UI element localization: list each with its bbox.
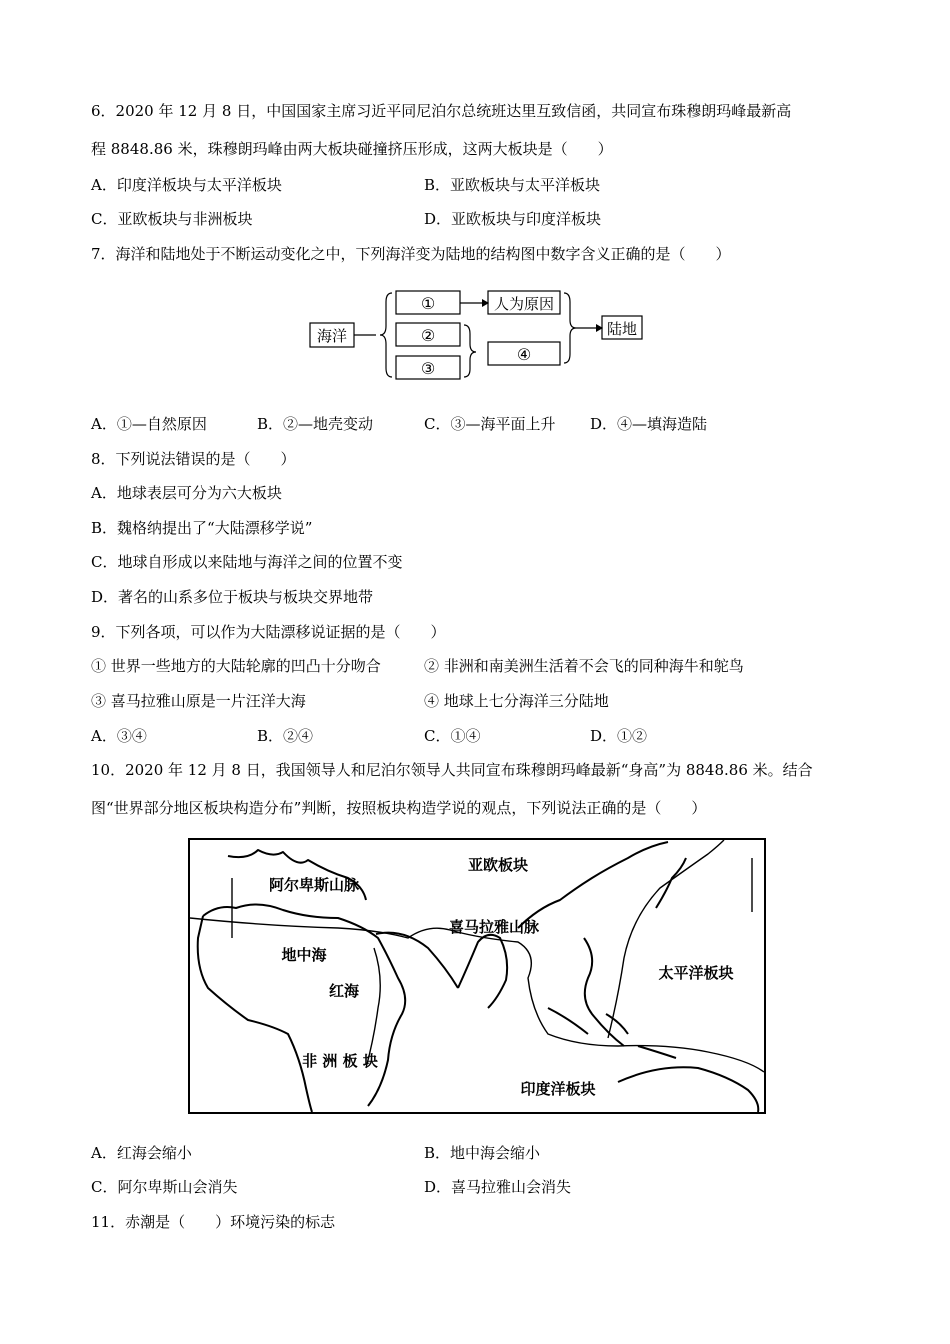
q10-stem-line1: 10．2020 年 12 月 8 日，我国领导人和尼泊尔领导人共同宣布珠穆朗玛峰最新“身高”为 8848.86 米。结合 (91, 761, 813, 779)
q9-option-a: A．③④ (91, 727, 147, 745)
q10-option-c: C．阿尔卑斯山会消失 (91, 1178, 238, 1196)
q6-stem-line2: 程 8848.86 米，珠穆朗玛峰由两大板块碰撞挤压形成，这两大板块是（ ） (91, 140, 613, 158)
diagram-label-2: ② (420, 326, 436, 345)
q9-item-1: ① 世界一些地方的大陆轮廓的凹凸十分吻合 (91, 657, 381, 675)
map-label-africa: 非 洲 板 块 (302, 1052, 378, 1070)
q7-option-c: C．③—海平面上升 (424, 415, 556, 433)
q7-option-a: A．①—自然原因 (91, 415, 207, 433)
q6-option-d: D．亚欧板块与印度洋板块 (424, 210, 602, 228)
q10-option-d: D．喜马拉雅山会消失 (424, 1178, 572, 1196)
q8-option-a: A．地球表层可分为六大板块 (91, 484, 282, 502)
diagram-land-label: 陆地 (606, 320, 638, 338)
q9-item-4: ④ 地球上七分海洋三分陆地 (424, 692, 609, 710)
map-label-pacific: 太平洋板块 (658, 964, 734, 982)
q11-stem: 11．赤潮是（ ）环境污染的标志 (91, 1213, 336, 1231)
q9-option-d: D．①② (590, 727, 648, 745)
diagram-left-brace (380, 293, 392, 377)
diagram-right-brace (564, 293, 576, 363)
q6-stem-line1: 6．2020 年 12 月 8 日，中国国家主席习近平同尼泊尔总统班达里互致信函，共同宣布珠穆朗玛峰最新高 (91, 102, 792, 120)
q6-option-c: C．亚欧板块与非洲板块 (91, 210, 253, 228)
map-label-alps: 阿尔卑斯山脉 (268, 876, 360, 894)
plate-tectonics-map (188, 838, 766, 1114)
map-label-eurasia: 亚欧板块 (467, 856, 529, 874)
map-label-red-sea: 红海 (328, 982, 360, 1000)
map-label-mediterranean: 地中海 (281, 946, 327, 964)
q7-option-d: D．④—填海造陆 (590, 415, 708, 433)
ocean-to-land-diagram (306, 286, 651, 386)
q8-stem: 8．下列说法错误的是（ ） (91, 450, 296, 468)
q9-stem: 9．下列各项，可以作为大陆漂移说证据的是（ ） (91, 623, 446, 641)
q9-item-2: ② 非洲和南美洲生活着不会飞的同种海牛和鸵鸟 (424, 657, 744, 675)
diagram-label-3: ③ (420, 359, 436, 378)
q7-option-b: B．②—地壳变动 (257, 415, 374, 433)
q10-stem-line2: 图“世界部分地区板块构造分布”判断，按照板块构造学说的观点，下列说法正确的是（ ） (91, 799, 707, 817)
map-label-indian: 印度洋板块 (520, 1080, 596, 1098)
q8-option-d: D．著名的山系多位于板块与板块交界地带 (91, 588, 374, 606)
q8-option-c: C．地球自形成以来陆地与海洋之间的位置不变 (91, 553, 403, 571)
diagram-label-4: ④ (516, 345, 532, 364)
q9-item-3: ③ 喜马拉雅山原是一片汪洋大海 (91, 692, 306, 710)
map-label-himalaya: 喜马拉雅山脉 (448, 918, 540, 936)
diagram-mid-brace (464, 325, 476, 377)
q6-option-a: A．印度洋板块与太平洋板块 (91, 176, 282, 194)
q10-option-a: A．红海会缩小 (91, 1144, 192, 1162)
diagram-ocean-label: 海洋 (316, 327, 348, 345)
q9-option-c: C．①④ (424, 727, 481, 745)
diagram-label-1: ① (420, 294, 436, 313)
q7-stem: 7．海洋和陆地处于不断运动变化之中，下列海洋变为陆地的结构图中数字含义正确的是（ ） (91, 245, 731, 263)
q9-option-b: B．②④ (257, 727, 314, 745)
diagram-human-label: 人为原因 (493, 295, 555, 313)
q6-option-b: B．亚欧板块与太平洋板块 (424, 176, 601, 194)
q10-option-b: B．地中海会缩小 (424, 1144, 541, 1162)
q8-option-b: B．魏格纳提出了“大陆漂移学说” (91, 519, 313, 537)
